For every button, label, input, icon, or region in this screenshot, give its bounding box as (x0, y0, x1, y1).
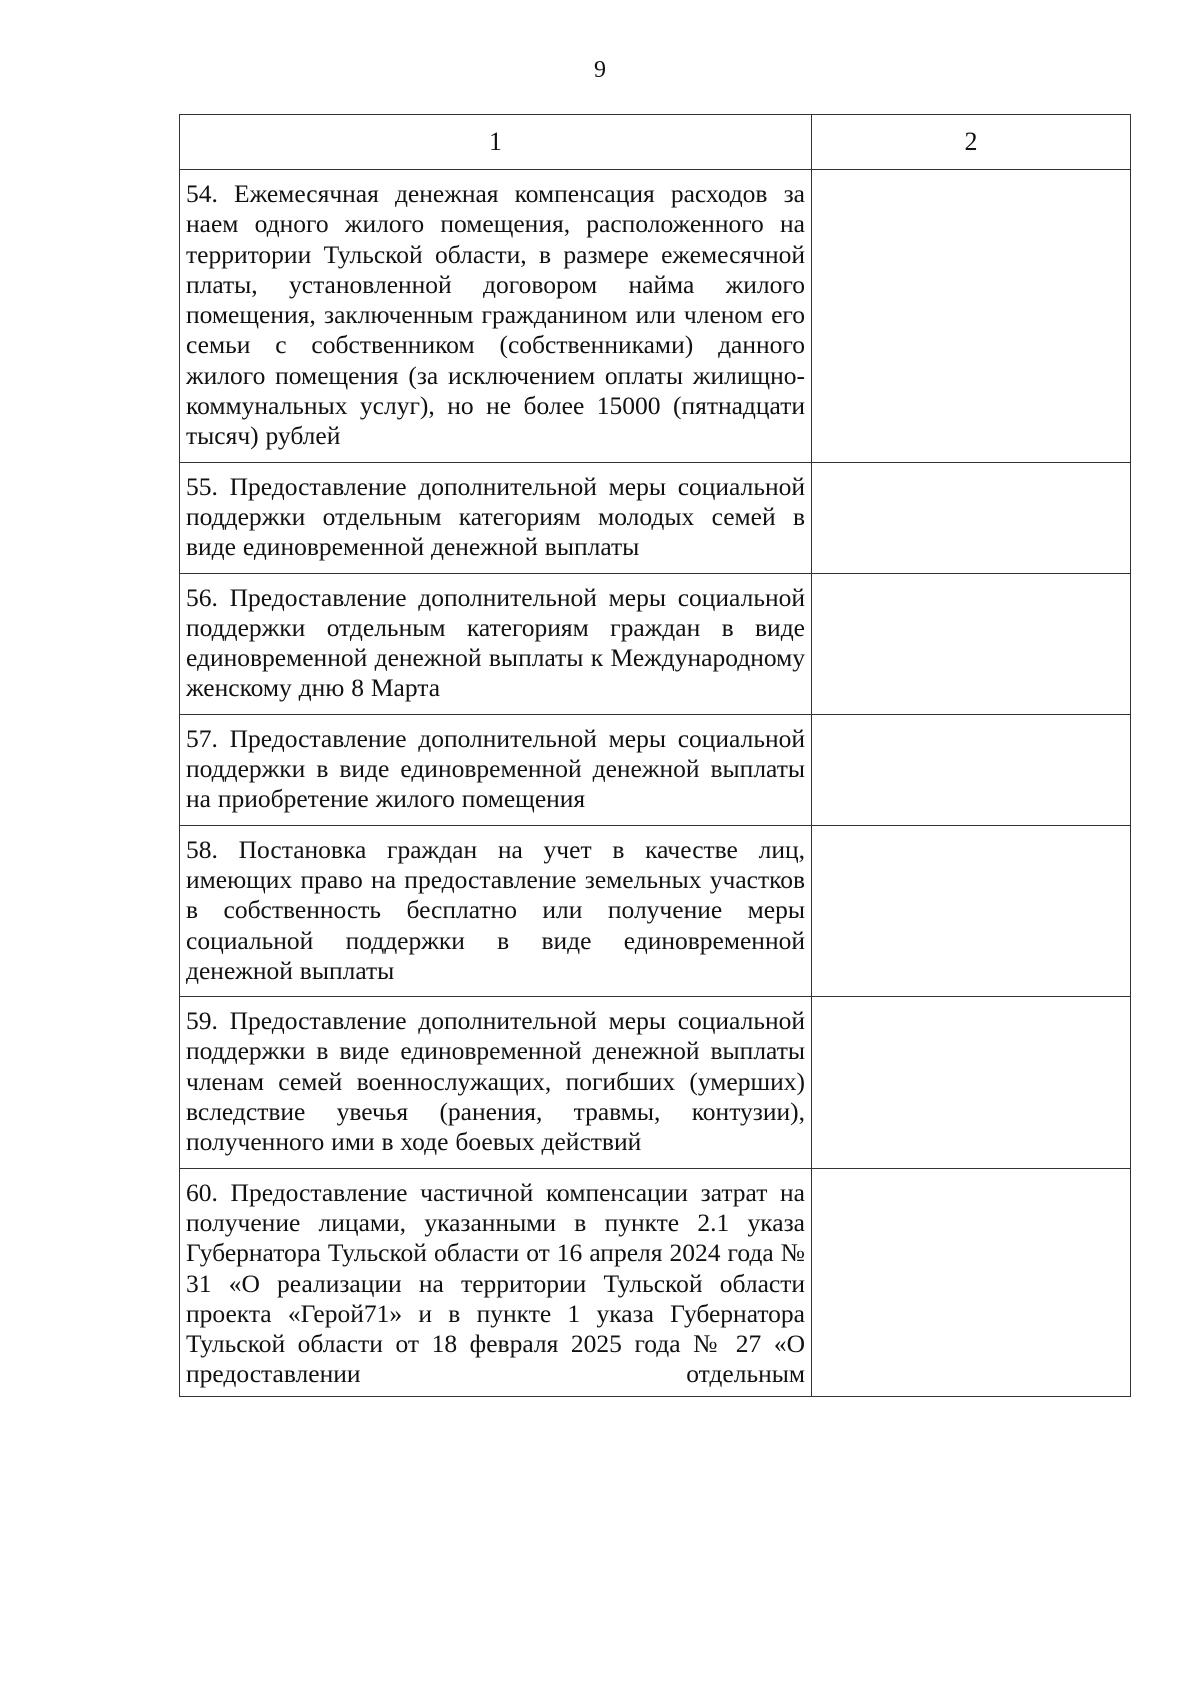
services-table (179, 114, 1131, 1397)
row-58-col2 (812, 825, 1131, 996)
row-57-col2 (812, 714, 1131, 825)
table-row (180, 573, 1131, 714)
row-56-col2 (812, 573, 1131, 714)
item-54-text: 54. Ежемесячная денежная компенсация расходов за наем одного жилого помещения, расположенного на территории Тульской области, в размере ежемесячной платы, установленной договором найма жилого помещения, заключенным гражданином или членом его семьи с собственником (собственниками) данного жилого помещения (за исключением оплаты жилищно-коммунальных услуг), но не более 15000 (пятнадцати тысяч) рублей (186, 179, 805, 451)
row-54-col2 (812, 170, 1131, 463)
row-55-text (180, 462, 812, 573)
item-57-text: 57. Предоставление дополнительной меры социальной поддержки в виде единовременной денежной выплаты на приобретение жилого помещения (186, 723, 805, 814)
row-56-text (180, 573, 812, 714)
table-row (180, 997, 1131, 1168)
table-row (180, 170, 1131, 463)
item-58-text: 58. Постановка граждан на учет в качестве лиц, имеющих право на предоставление земельных участков в собственность бесплатно или получение меры социальной поддержки в виде единовременной денежной выплаты (186, 834, 805, 985)
table-row (180, 462, 1131, 573)
item-56-text: 56. Предоставление дополнительной меры социальной поддержки отдельным категориям граждан в виде единовременной денежной выплаты к Международному женскому дню 8 Марта (186, 582, 805, 703)
table-header-row (180, 115, 1131, 170)
row-58-text (180, 825, 812, 996)
row-54-text (180, 170, 812, 463)
row-59-col2 (812, 997, 1131, 1168)
row-59-text (180, 997, 812, 1168)
page-number: 9 (594, 57, 606, 83)
item-59-text: 59. Предоставление дополнительной меры социальной поддержки в виде единовременной денежной выплаты членам семей военнослужащих, погибших (умерших) вследствие увечья (ранения, травмы, контузии), полученного ими в ходе боевых действий (186, 1006, 805, 1157)
column-header-1: 1 (180, 115, 812, 170)
row-57-text (180, 714, 812, 825)
table-row (180, 714, 1131, 825)
row-60-col2 (812, 1168, 1131, 1396)
item-55-text: 55. Предоставление дополнительной меры социальной поддержки отдельным категориям молодых семей в виде единовременной денежной выплаты (186, 471, 805, 562)
row-60-text (180, 1168, 812, 1396)
item-60-text: 60. Предоставление частичной компенсации затрат на получение лицами, указанными в пункте 2.1 указа Губернатора Тульской области от 16 апреля 2024 года № 31 «О реализации на территории Тульской области проекта «Герой71» и в пункте 1 указа Губернатора Тульской области от 18 февраля 2025 года № 27 «О предоставлении отдельным (186, 1177, 805, 1389)
table-row (180, 1168, 1131, 1396)
column-header-2: 2 (812, 115, 1131, 170)
table-row (180, 825, 1131, 996)
row-55-col2 (812, 462, 1131, 573)
